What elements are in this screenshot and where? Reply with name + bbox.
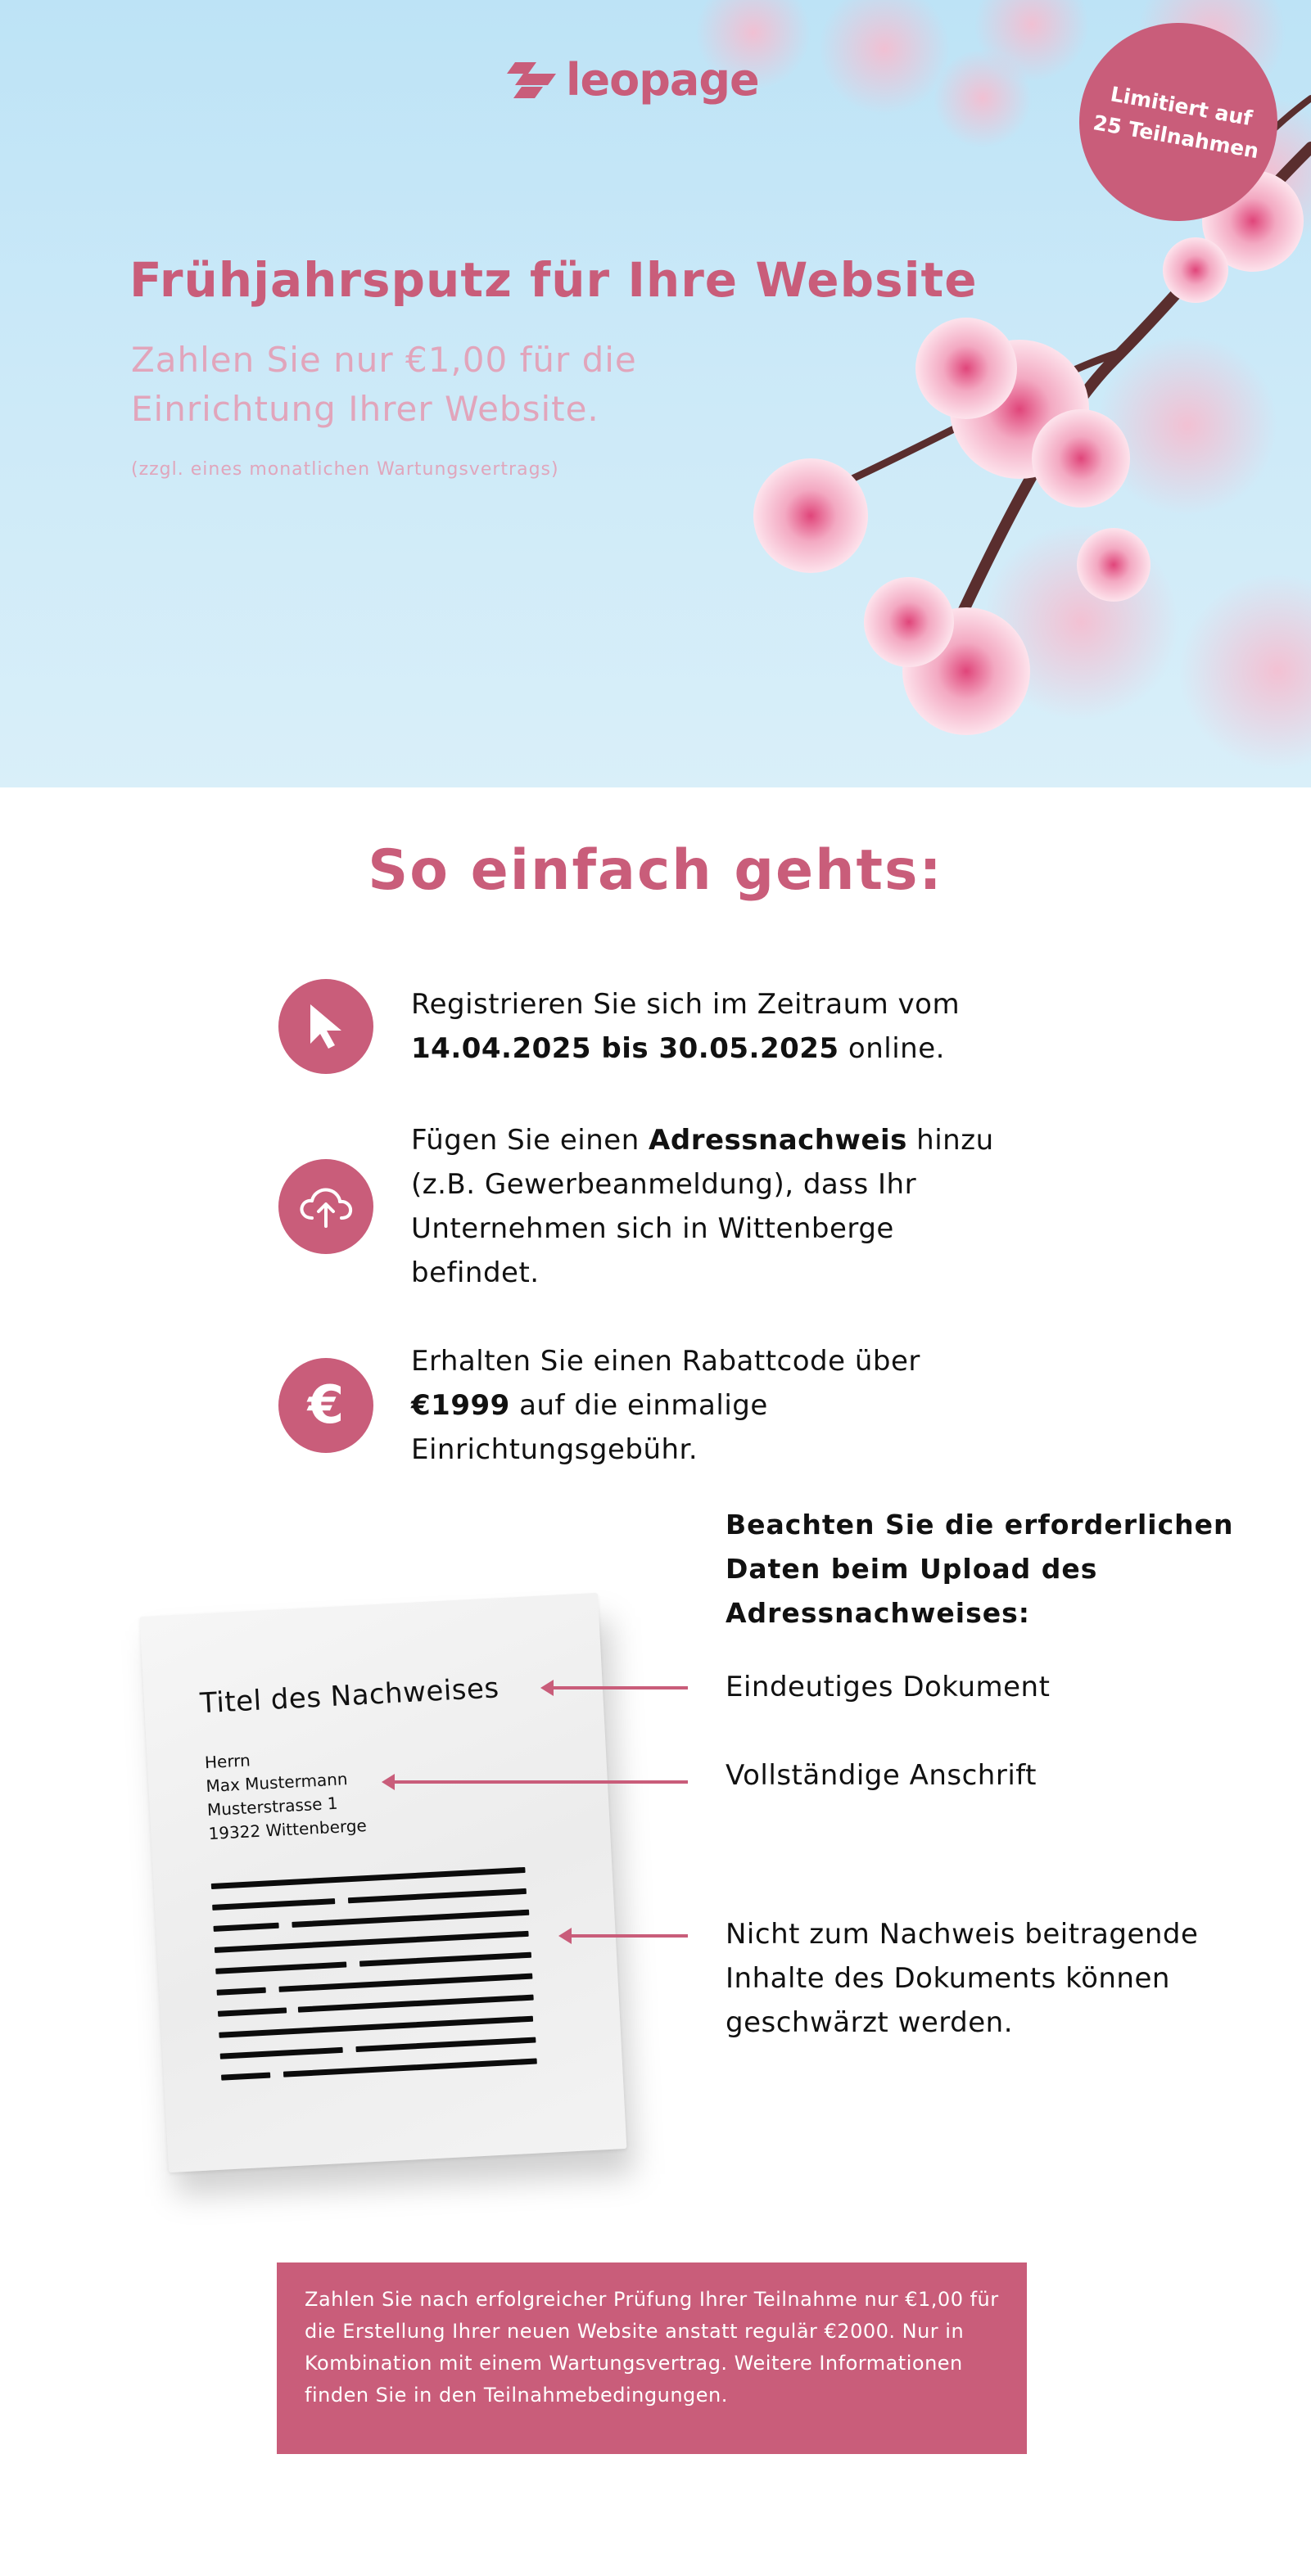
redacted-line	[215, 1931, 529, 1953]
redacted-line	[221, 2073, 270, 2081]
leopage-logo-mark-icon	[504, 61, 558, 100]
address-line: 19322 Wittenberge	[207, 1815, 368, 1844]
paper-sheet	[140, 1593, 627, 2172]
arrow-unique	[544, 1686, 688, 1690]
address-line: Musterstrasse 1	[206, 1793, 339, 1820]
step-upload	[278, 1118, 1065, 1295]
redacted-line	[359, 1952, 531, 1967]
step-upload-text-2: hinzu (z.B. Gewerbeanmeldung), dass Ihr Unternehmen sich in Wittenberge befindet.	[411, 1124, 994, 1289]
arrow-address	[385, 1780, 688, 1784]
redacted-line	[211, 1867, 526, 1889]
address-line: Max Mustermann	[205, 1769, 349, 1797]
redacted-line	[219, 2016, 533, 2038]
step-discount	[278, 1339, 1065, 1472]
redacted-line	[215, 1961, 346, 1974]
hero-banner	[0, 0, 1311, 787]
label-full-address: Vollständige Anschrift	[726, 1759, 1037, 1792]
step-upload-text	[411, 1118, 1017, 1295]
hero-subtitle: Zahlen Sie nur €1,00 für die Einrichtung Ihrer Website.	[131, 340, 637, 429]
redacted-line	[278, 1974, 532, 1992]
step-upload-bold: Adressnachweis	[649, 1124, 907, 1157]
paper-address	[204, 1743, 367, 1846]
document-heading: Beachten Sie die erforderlichen Daten beim Upload des Adressnachweises:	[726, 1509, 1234, 1629]
step-upload-text-1: Fügen Sie einen	[411, 1124, 649, 1157]
step-discount-text-2: auf die einmalige Einrichtungsgebühr.	[411, 1389, 768, 1466]
step-register	[278, 979, 1065, 1074]
label-unique-document: Eindeutiges Dokument	[726, 1671, 1051, 1703]
step-register-text-2: online.	[839, 1032, 945, 1065]
arrow-redact	[562, 1934, 688, 1938]
cursor-icon	[278, 979, 373, 1074]
step-register-text-1: Registrieren Sie sich im Zeitraum vom	[411, 988, 961, 1021]
address-line: Herrn	[204, 1750, 251, 1773]
redacted-line	[355, 2037, 536, 2053]
step-discount-text-1: Erhalten Sie einen Rabattcode über	[411, 1345, 920, 1378]
badge-text: Limitiert auf 25 Teilnahmen	[1091, 82, 1261, 164]
label-redact: Nicht zum Nachweis beitragende Inhalte des Dokuments können geschwärzt werden.	[726, 1918, 1199, 2039]
redacted-line	[220, 2047, 343, 2059]
step-register-text	[411, 982, 1001, 1071]
redacted-line	[212, 1898, 335, 1911]
redacted-line	[283, 2058, 537, 2077]
redacted-line	[348, 1888, 527, 1903]
euro-icon: €	[278, 1358, 373, 1453]
cloud-upload-icon	[278, 1159, 373, 1254]
redacted-line	[213, 1923, 278, 1932]
hero-note: (zzgl. eines monatlichen Wartungsvertrags)	[131, 459, 559, 480]
redacted-line	[218, 2007, 287, 2016]
logo-text: leopage	[566, 54, 759, 106]
paper-title: Titel des Nachweises	[199, 1671, 500, 1721]
info-box: Zahlen Sie nach erfolgreicher Prüfung Ihrer Teilnahme nur €1,00 für die Erstellung Ihrer neuen Website anstatt regulär €2000. Nur in Kombination mit einem Wartungsvertrag. Weitere Informationen finden Sie in den Teilnahmebedingungen.	[277, 2262, 1027, 2454]
step-discount-amount: €1999	[411, 1389, 510, 1422]
redacted-line	[217, 1987, 266, 1996]
step-register-dates: 14.04.2025 bis 30.05.2025	[411, 1032, 839, 1065]
hero-title: Frühjahrsputz für Ihre Website	[129, 252, 978, 308]
redacted-line	[298, 1995, 534, 2013]
steps-title: So einfach gehts:	[368, 838, 943, 903]
document-illustration	[139, 1596, 647, 2218]
redacted-line	[292, 1910, 529, 1928]
step-discount-text	[411, 1339, 1017, 1472]
leopage-logo[interactable]	[504, 54, 759, 106]
